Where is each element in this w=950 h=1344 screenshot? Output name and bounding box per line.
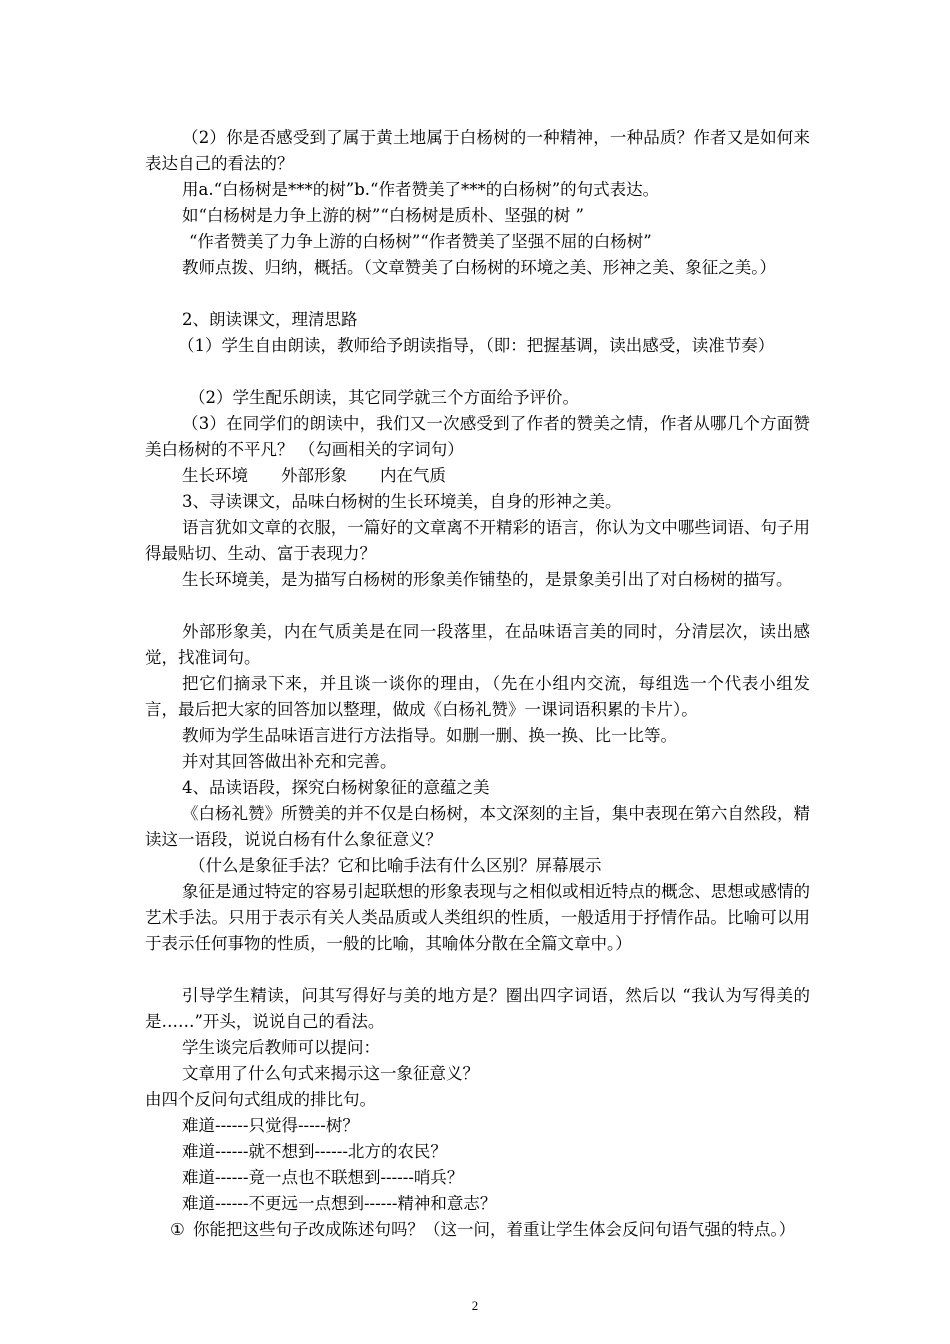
section-heading-2: 2、朗读课文，理清思路 <box>182 310 358 329</box>
paragraph-question-2: （2）你是否感受到了属于黄土地属于白杨树的一种精神，一种品质？作者又是如何来表达自己的看法的？ <box>145 128 810 173</box>
numbered-item-1 <box>170 1217 810 1243</box>
paragraph-teacher-question: 学生谈完后教师可以提问： <box>182 1038 380 1057</box>
paragraph-parallelism: 由四个反问句式组成的排比句。 <box>145 1090 376 1109</box>
circled-number-marker: ① <box>170 1220 185 1239</box>
paragraph-symbolism-definition: 象征是通过特定的容易引起联想的形象表现与之相似或相近特点的概念、思想或感情的艺术手法。只用于表示有关人类品质或人类组织的性质，一般适用于抒情作品。比喻可以用于表示任何事物的性质，一般的比喻，其喻体分散在全篇文章中。） <box>145 882 810 953</box>
paragraph-guided-reading: 引导学生精读，问其写得好与美的地方是？圈出四字词语，然后以 “我认为写得美的是……”开头，说说自己的看法。 <box>145 986 810 1031</box>
rhetorical-line-2: 难道------就不想到------北方的农民？ <box>182 1142 447 1161</box>
paragraph-appearance: 外部形象美，内在气质美是在同一段落里，在品味语言美的同时，分清层次，读出感觉，找准词句。 <box>145 622 810 667</box>
paragraph-example-2: “作者赞美了力争上游的白杨树”“作者赞美了坚强不屈的白杨树” <box>189 232 652 251</box>
section-heading-3: 3、寻读课文，品味白杨树的生长环境美，自身的形神之美。 <box>182 492 622 511</box>
paragraph-supplement: 并对其回答做出补充和完善。 <box>182 752 397 771</box>
paragraph-symbolism-question: （什么是象征手法？它和比喻手法有什么区别？屏幕展示 <box>189 856 602 875</box>
paragraph-example-1: 如“白杨树是力争上游的树”“白杨树是质朴、坚强的树 ” <box>182 206 584 225</box>
paragraph-environment: 生长环境美，是为描写白杨树的形象美作铺垫的，是景象美引出了对白杨树的描写。 <box>182 570 793 589</box>
numbered-item-text: 你能把这些句子改成陈述句吗？（这一问，着重让学生体会反问句语气强的特点。） <box>193 1220 796 1239</box>
paragraph-excerpt: 把它们摘录下来，并且谈一谈你的理由，（先在小组内交流，每组选一个代表小组发言，最后把大家的回答加以整理，做成《白杨礼赞》一课词语积累的卡片）。 <box>145 674 810 719</box>
paragraph-reading-1: （1）学生自由朗读，教师给予朗读指导，（即：把握基调，读出感受，读准节奏） <box>178 336 775 355</box>
paragraph-sentence-pattern: 用a.“白杨树是***的树”b.“作者赞美了***的白杨树”的句式表达。 <box>182 180 660 199</box>
rhetorical-line-1: 难道------只觉得-----树？ <box>182 1116 359 1135</box>
paragraph-method: 教师为学生品味语言进行方法指导。如删一删、换一换、比一比等。 <box>182 726 677 745</box>
paragraph-sentence-question: 文章用了什么句式来揭示这一象征意义？ <box>182 1064 479 1083</box>
paragraph-teacher-summary: 教师点拨、归纳，概括。（文章赞美了白杨树的环境之美、形神之美、象征之美。） <box>182 258 776 277</box>
page-number: 2 <box>471 1298 479 1313</box>
paragraph-three-aspects: 生长环境 外部形象 内在气质 <box>182 466 446 485</box>
section-heading-4: 4、品读语段，探究白杨树象征的意蕴之美 <box>182 778 490 797</box>
paragraph-language: 语言犹如文章的衣服，一篇好的文章离不开精彩的语言，你认为文中哪些词语、句子用得最贴切、生动、富于表现力？ <box>145 518 810 563</box>
paragraph-theme: 《白杨礼赞》所赞美的并不仅是白杨树，本文深刻的主旨，集中表现在第六自然段，精读这一语段，说说白杨有什么象征意义？ <box>145 804 810 849</box>
paragraph-reading-2: （2）学生配乐朗读，其它同学就三个方面给予评价。 <box>189 388 579 407</box>
rhetorical-line-3: 难道------竟一点也不联想到------哨兵？ <box>182 1168 464 1187</box>
rhetorical-line-4: 难道------不更远一点想到------精神和意志？ <box>182 1194 497 1213</box>
paragraph-reading-3: （3）在同学们的朗读中，我们又一次感受到了作者的赞美之情，作者从哪几个方面赞美白杨树的不平凡？ （勾画相关的字词句） <box>145 414 810 459</box>
